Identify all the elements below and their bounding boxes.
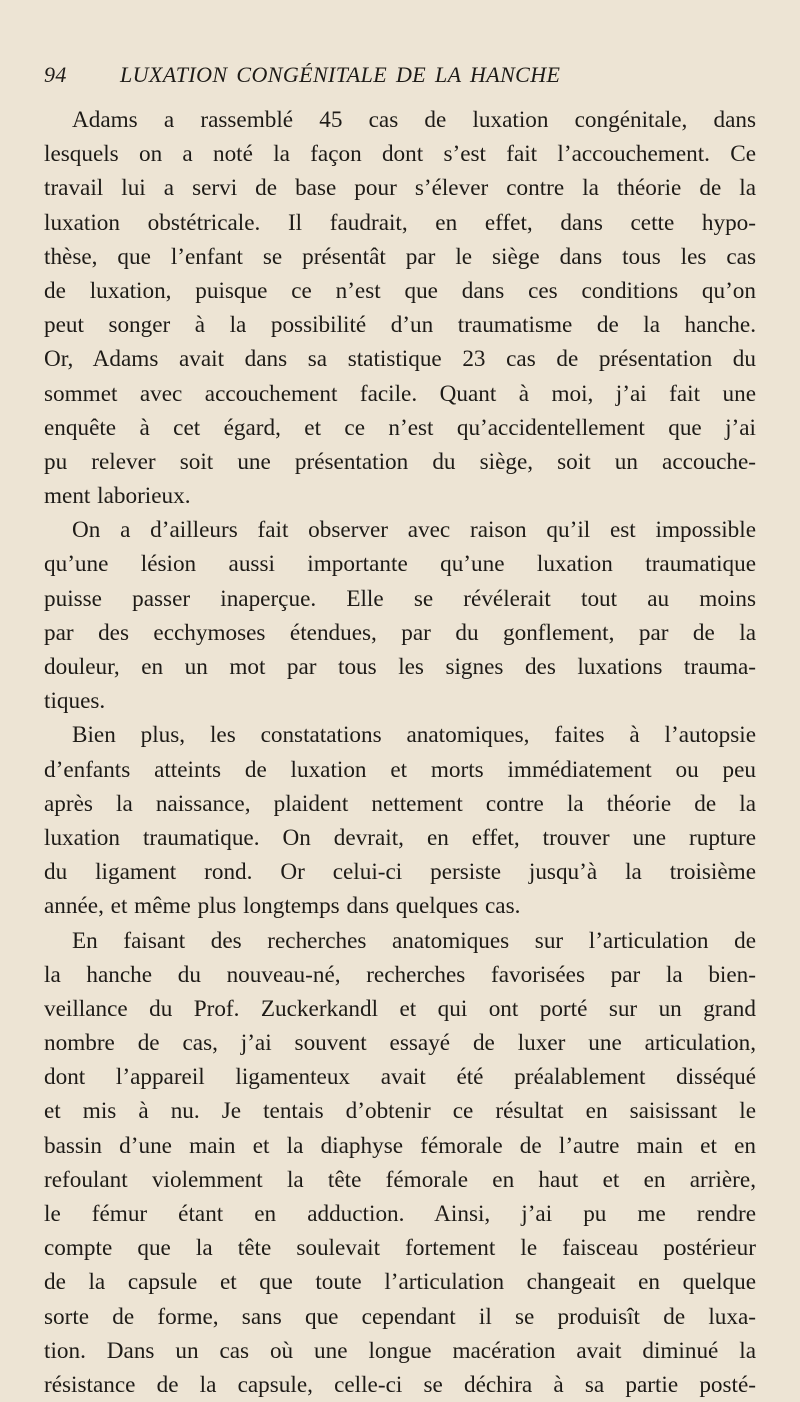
text-line: le fémur étant en adduction. Ainsi, j’ai pu me rendre: [44, 1197, 756, 1231]
text-line: Bien plus, les constatations anatomiques, faites à l’autopsie: [44, 718, 756, 752]
text-line: et mis à nu. Je tentais d’obtenir ce résultat en saisissant le: [44, 1094, 756, 1128]
text-line: thèse, que l’enfant se présentât par le siège dans tous les cas: [44, 240, 756, 274]
text-line: résistance de la capsule, celle-ci se déchira à sa partie posté-: [44, 1368, 756, 1402]
text-line: travail lui a servi de base pour s’élever contre la théorie de la: [44, 171, 756, 205]
page-number: 94: [44, 62, 67, 88]
text-line: d’enfants atteints de luxation et morts immédiatement ou peu: [44, 753, 756, 787]
text-line: En faisant des recherches anatomiques sur l’articulation de: [44, 924, 756, 958]
text-line: nombre de cas, j’ai souvent essayé de luxer une articulation,: [44, 1026, 756, 1060]
text-line: tion. Dans un cas où une longue macération avait diminué la: [44, 1334, 756, 1368]
paragraph: [44, 103, 756, 513]
paragraph: [44, 924, 756, 1402]
text-line: sommet avec accouchement facile. Quant à moi, j’ai fait une: [44, 377, 756, 411]
text-line: Or, Adams avait dans sa statistique 23 cas de présentation du: [44, 342, 756, 376]
text-line: On a d’ailleurs fait observer avec raison qu’il est impossible: [44, 513, 756, 547]
text-line: puisse passer inaperçue. Elle se révélerait tout au moins: [44, 582, 756, 616]
paragraph: [44, 718, 756, 923]
text-line: après la naissance, plaident nettement contre la théorie de la: [44, 787, 756, 821]
text-line: Adams a rassemblé 45 cas de luxation congénitale, dans: [44, 103, 756, 137]
text-line: douleur, en un mot par tous les signes des luxations trauma-: [44, 650, 756, 684]
text-line: la hanche du nouveau-né, recherches favorisées par la bien-: [44, 958, 756, 992]
page-header: [44, 62, 756, 96]
paragraph: [44, 513, 756, 718]
text-line: de luxation, puisque ce n’est que dans ces conditions qu’on: [44, 274, 756, 308]
text-line: ment laborieux.: [44, 479, 756, 513]
text-line: bassin d’une main et la diaphyse fémorale de l’autre main et en: [44, 1129, 756, 1163]
body-text: [44, 103, 756, 1402]
text-line: veillance du Prof. Zuckerkandl et qui ont porté sur un grand: [44, 992, 756, 1026]
text-line: année, et même plus longtemps dans quelques cas.: [44, 889, 756, 923]
text-line: enquête à cet égard, et ce n’est qu’accidentellement que j’ai: [44, 411, 756, 445]
text-line: refoulant violemment la tête fémorale en haut et en arrière,: [44, 1163, 756, 1197]
text-line: lesquels on a noté la façon dont s’est fait l’accouchement. Ce: [44, 137, 756, 171]
text-line: compte que la tête soulevait fortement le faisceau postérieur: [44, 1231, 756, 1265]
text-line: sorte de forme, sans que cependant il se produisît de luxa-: [44, 1300, 756, 1334]
text-line: luxation traumatique. On devrait, en effet, trouver une rupture: [44, 821, 756, 855]
text-line: du ligament rond. Or celui-ci persiste jusqu’à la troisième: [44, 855, 756, 889]
text-line: pu relever soit une présentation du siège, soit un accouche-: [44, 445, 756, 479]
text-line: tiques.: [44, 684, 756, 718]
running-title: LUXATION CONGÉNITALE DE LA HANCHE: [120, 62, 560, 88]
text-line: luxation obstétricale. Il faudrait, en effet, dans cette hypo-: [44, 206, 756, 240]
text-line: dont l’appareil ligamenteux avait été préalablement disséqué: [44, 1060, 756, 1094]
text-line: de la capsule et que toute l’articulation changeait en quelque: [44, 1265, 756, 1299]
text-line: peut songer à la possibilité d’un traumatisme de la hanche.: [44, 308, 756, 342]
text-line: qu’une lésion aussi importante qu’une luxation traumatique: [44, 547, 756, 581]
text-line: par des ecchymoses étendues, par du gonflement, par de la: [44, 616, 756, 650]
